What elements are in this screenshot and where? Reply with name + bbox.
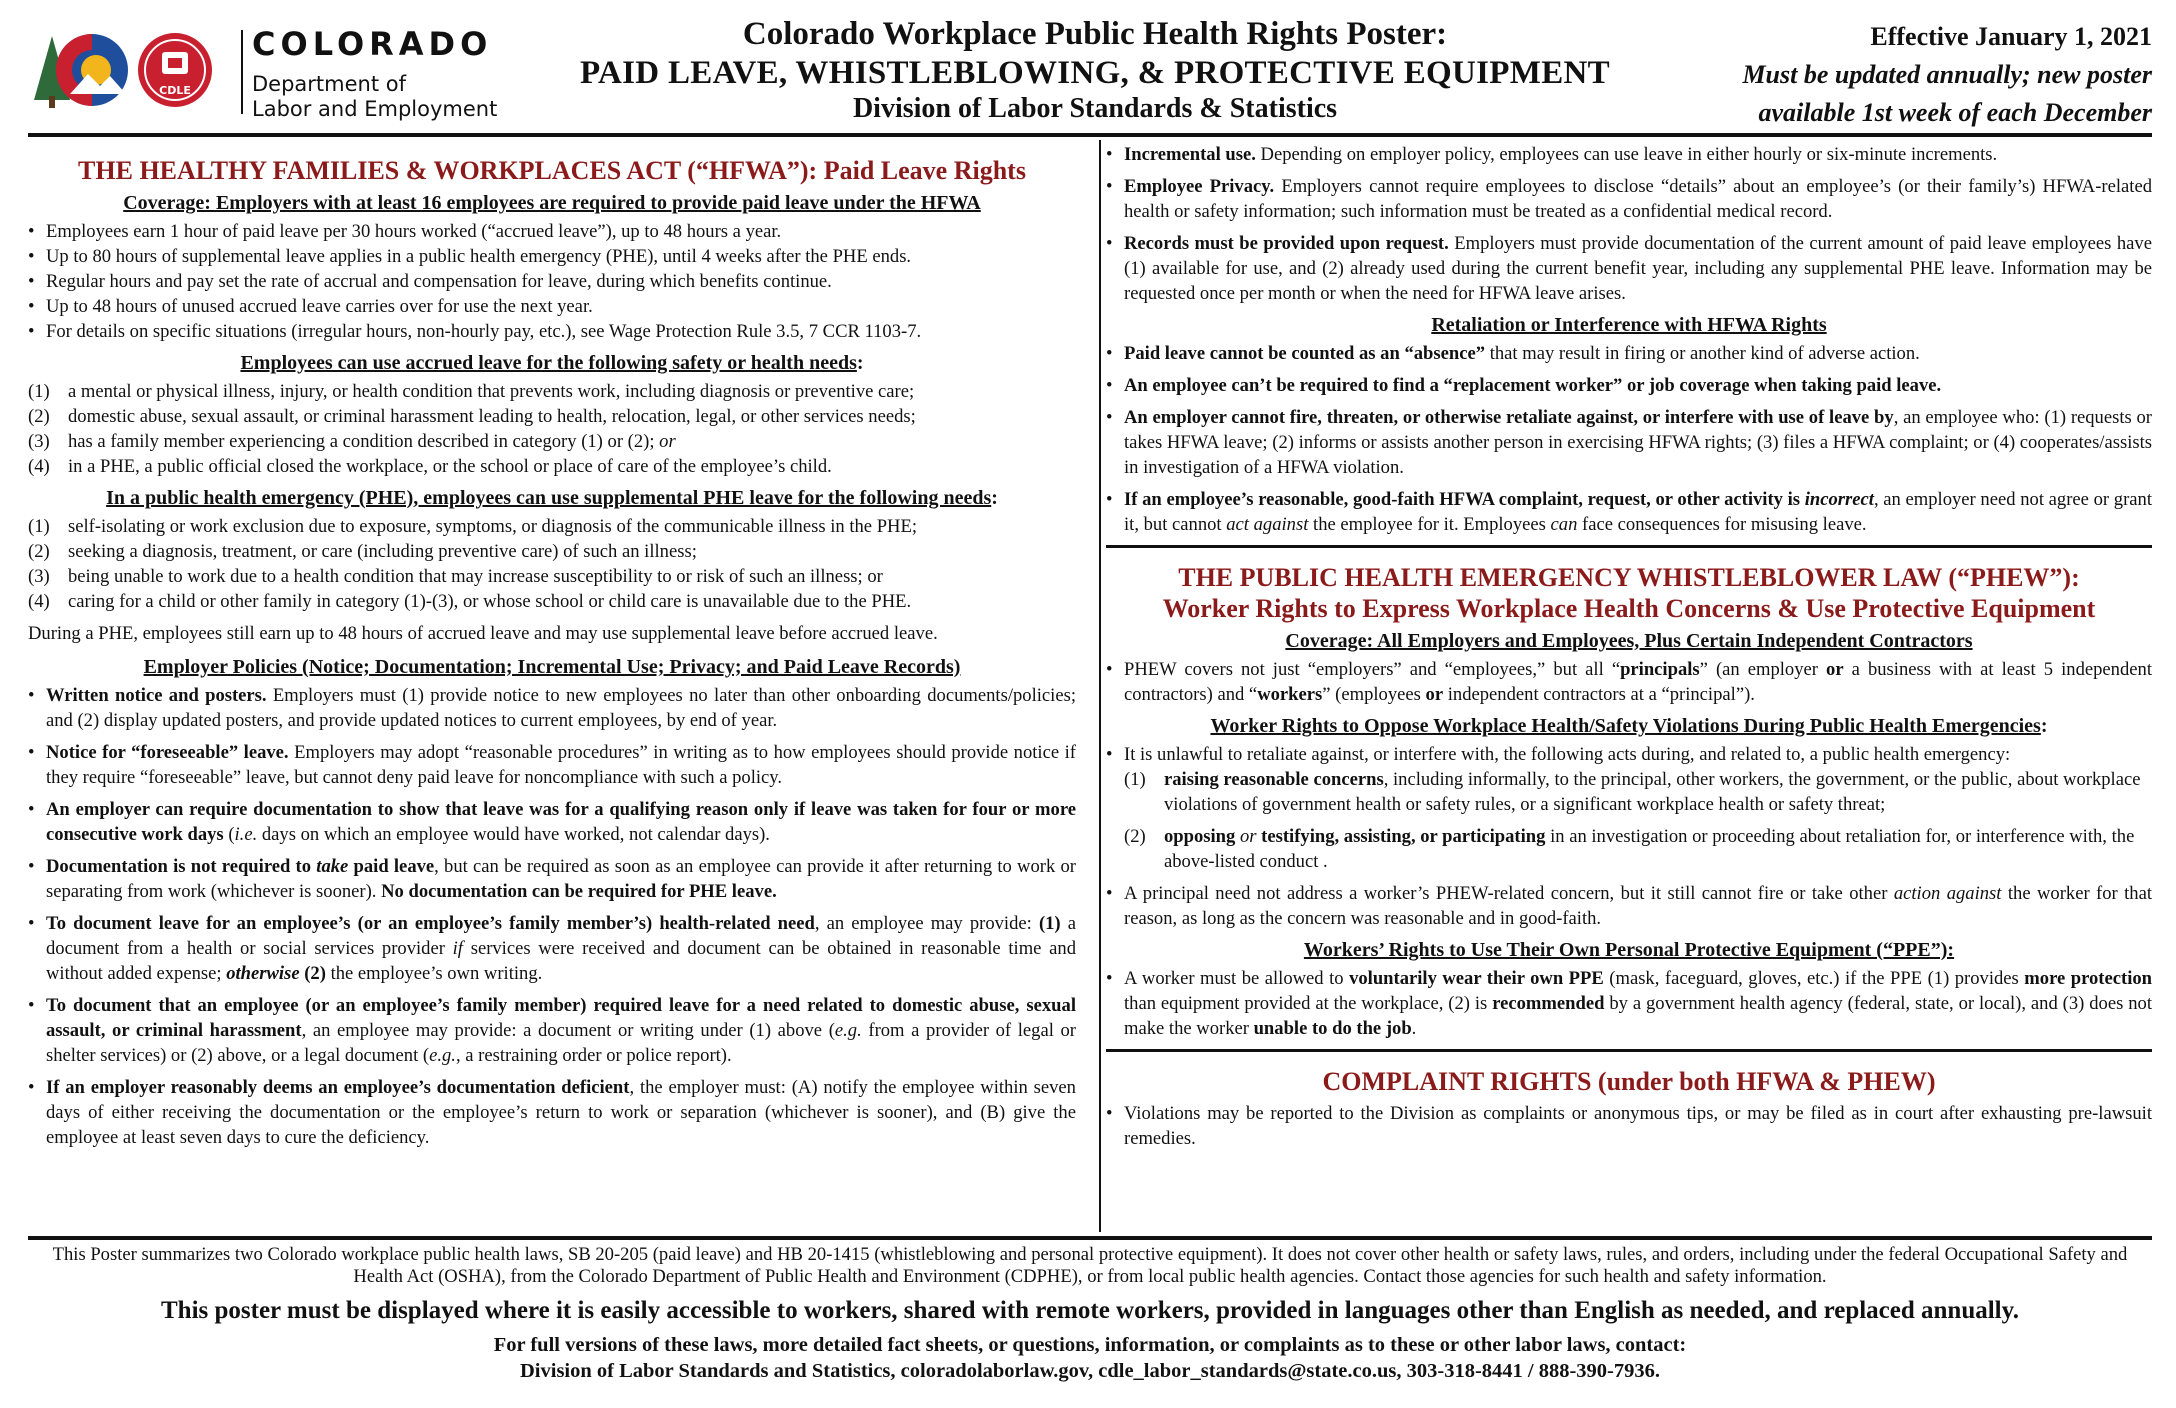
list-item <box>28 404 1076 429</box>
title-line3: Division of Labor Standards & Statistics <box>852 93 1338 124</box>
policy-text: PHEW covers not just “employers” and “employees,” but all “ <box>1124 659 1621 680</box>
coverage-bullet: • Employees earn 1 hour of paid leave per 30 hours worked (“accrued leave”), up to 48 hours a year. <box>28 219 1076 244</box>
policy-text: ” (employees <box>1322 684 1426 705</box>
policy-documentation-required <box>28 797 1076 847</box>
policy-incremental-use <box>1106 142 2152 167</box>
policy-written-notice <box>28 683 1076 733</box>
policy-text: , an employee may provide: a document or writing under (1) above ( <box>301 1020 835 1041</box>
ppe-heading: Workers’ Rights to Use Their Own Personal Protective Equipment (“PPE”): <box>1303 939 1955 961</box>
policy-text: , a restraining order or police report). <box>455 1045 732 1066</box>
item-number: (4) <box>28 456 50 477</box>
policy-italic: action against <box>1893 883 2002 904</box>
policy-text: Depending on employer policy, employees can use leave in either hourly or six-minute increments. <box>1255 144 1998 165</box>
policy-text: than equipment provided at the workplace, (2) is <box>1124 993 1493 1014</box>
needs-list <box>28 379 1076 479</box>
policy-italic: otherwise <box>226 963 300 984</box>
retaliation-absence <box>1106 341 2152 366</box>
poster-title <box>520 14 1670 126</box>
policy-italic: can <box>1550 514 1578 535</box>
complaint-title: COMPLAINT RIGHTS (under both HFWA & PHEW) <box>1322 1067 1936 1096</box>
item-text: being unable to work due to a health condition that may increase susceptibility to or risk of such an illness; or <box>68 566 883 587</box>
retaliation-replacement <box>1106 373 2152 398</box>
item-text: , including informally, to the principal, other workers, the government, or the public, about workplace violations of government health or safety rules, or a significant workplace health or safety threat; <box>1164 769 2141 815</box>
policy-label: If an employee’s reasonable, good-faith HFWA complaint, request, or other activity is <box>1124 489 1805 510</box>
coverage-bullet: • Regular hours and pay set the rate of accrual and compensation for leave, during which benefits continue. <box>28 269 1076 294</box>
hfwa-title: THE HEALTHY FAMILIES & WORKPLACES ACT (“HFWA”): Paid Leave Rights <box>78 156 1026 185</box>
colorado-logo <box>30 28 220 114</box>
oppose-intro: • It is unlawful to retaliate against, or interfere with, the following acts during, and related to, a public health emergency: <box>1106 742 2152 767</box>
list-item <box>28 514 1076 539</box>
effective-date: Effective January 1, 2021 <box>1870 22 2152 51</box>
policy-text: that may result in firing or another kind of adverse action. <box>1485 343 1920 364</box>
policy-health-documentation <box>28 911 1076 986</box>
item-text: domestic abuse, sexual assault, or criminal harassment leading to health, relocation, legal, or other services needs; <box>68 406 916 427</box>
policy-label: or <box>1425 684 1444 705</box>
policy-label: raising reasonable concerns <box>1164 769 1384 790</box>
policy-text: the employee’s own writing. <box>325 963 543 984</box>
bottom-rule <box>28 1236 2152 1240</box>
policy-text: A principal need not address a worker’s PHEW-related concern, but it still cannot fire or take other <box>1124 883 1894 904</box>
top-rule <box>28 133 2152 137</box>
right-column <box>1106 142 2152 1151</box>
item-text: a mental or physical illness, injury, or health condition that prevents work, including diagnosis or preventive care; <box>68 381 915 402</box>
policy-italic: i.e. <box>234 824 258 845</box>
policy-text: , the employer must: (A) notify the employee within seven days of either receiving the documentation or the employee’s return to work or separation (whichever is sooner), and (B) give the employee at least seven days to cure the deficiency. <box>46 1077 1076 1148</box>
item-number: (3) <box>28 566 50 587</box>
effective-block <box>1692 18 2152 132</box>
policy-label: more protection <box>2024 968 2152 989</box>
policy-label: Incremental use. <box>1124 144 1256 165</box>
brand-name: COLORADO <box>252 25 493 63</box>
phe-heading-colon: : <box>991 487 998 509</box>
policy-label: unable to do the job <box>1253 1018 1412 1039</box>
item-tail: or <box>659 431 676 452</box>
policy-text: Employers cannot require employees to disclose “details” about an employee’s (or their family’s) HFWA-related health or safety information; such information must be treated as a confidential medical record. <box>1124 176 2152 222</box>
section-rule <box>1106 545 2152 548</box>
update-note-line2: available 1st week of each December <box>1758 98 2152 127</box>
policy-label: An employer cannot fire, threaten, or otherwise retaliate against, or interfere with use of leave by <box>1124 407 1894 428</box>
item-text: in an investigation or proceeding about retaliation for, or interference with, the above-listed conduct . <box>1164 826 2135 872</box>
item-text: caring for a child or other family in category (1)-(3), or whose school or child care is unavailable due to the PHE. <box>68 591 912 612</box>
item-text: has a family member experiencing a condition described in category (1) or (2); <box>68 431 660 452</box>
policy-text: by a government health agency (federal, state, or local), and (3) does not make the worker <box>1124 993 2152 1039</box>
retaliation-firing <box>1106 405 2152 480</box>
brand-divider <box>241 30 243 114</box>
phew-coverage-heading: Coverage: All Employers and Employees, Plus Certain Independent Contractors <box>1285 630 1973 652</box>
item-text: seeking a diagnosis, treatment, or care (including preventive care) of such an illness; <box>68 541 697 562</box>
policy-label: testifying, assisting, or participating <box>1261 826 1546 847</box>
policy-domestic-abuse-documentation <box>28 993 1076 1068</box>
policy-text: , an employee who: (1) requests or takes HFWA leave; (2) informs or assists another person in exercising HFWA rights; (3) files a HFWA complaint; or (4) cooperates/assists in investigation of a HFWA violation. <box>1124 407 2152 478</box>
policy-label: voluntarily wear their own PPE <box>1349 968 1604 989</box>
item-text: in a PHE, a public official closed the workplace, or the school or place of care of the employee’s child. <box>68 456 832 477</box>
list-item <box>28 589 1076 614</box>
item-number: (1) <box>28 381 50 402</box>
policy-text: face consequences for misusing leave. <box>1577 514 1867 535</box>
update-note-line1: Must be updated annually; new poster <box>1742 60 2152 89</box>
ppe-text <box>1106 966 2152 1041</box>
policy-text: , but can be required as soon as an employee can provide it after returning to work or separating from work (whichever is sooner). <box>46 856 1076 902</box>
list-item <box>28 379 1076 404</box>
policy-employee-privacy <box>1106 174 2152 224</box>
coverage-bullet: • Up to 80 hours of supplemental leave applies in a public health emergency (PHE), until 4 weeks after the PHE ends. <box>28 244 1076 269</box>
policy-label: An employer can require documentation to show that leave was for a qualifying reason only if leave was taken for four or more consecutive work days <box>46 799 1076 845</box>
brand-dept-line1: Department of <box>252 72 406 96</box>
oppose-principal-note <box>1106 881 2152 931</box>
policy-text: services were received and document can be obtained in reasonable time and without added expense; <box>46 938 1076 984</box>
list-item <box>28 564 1076 589</box>
coverage-heading: Coverage: Employers with at least 16 employees are required to provide paid leave under the HFWA <box>123 192 981 214</box>
policy-label: recommended <box>1492 993 1605 1014</box>
policy-text: a business with at least 5 independent contractors) and “ <box>1124 659 2152 705</box>
item-number: (4) <box>28 591 50 612</box>
policy-text: from a provider of legal or shelter services) or (2) above, or a legal document ( <box>46 1020 1076 1066</box>
policy-records <box>1106 231 2152 306</box>
policy-text: ( <box>223 824 235 845</box>
item-number: (2) <box>28 541 50 562</box>
policies-heading: Employer Policies (Notice; Documentation; Incremental Use; Privacy; and Paid Leave Records) <box>143 656 961 678</box>
policy-label: If an employer reasonably deems an employee’s documentation deficient <box>46 1077 630 1098</box>
oppose-heading-text: Worker Rights to Oppose Workplace Health/Safety Violations During Public Health Emergencies <box>1210 715 2041 737</box>
policy-label: To document that an employee (or an employee’s family member) required leave for a need related to domestic abuse, sexual assault, or criminal harassment <box>46 995 1076 1041</box>
coverage-list <box>28 219 1076 344</box>
policy-text: A worker must be allowed to <box>1124 968 1350 989</box>
policy-text: , an employee may provide: <box>814 913 1039 934</box>
policy-foreseeable <box>28 740 1076 790</box>
list-item <box>28 429 1076 454</box>
policy-text: the employee for it. Employees <box>1308 514 1551 535</box>
policy-text: the worker for that reason, as long as the concern was reasonable and in good-faith. <box>1124 883 2152 929</box>
policy-label: principals <box>1620 659 1700 680</box>
policy-text: (mask, faceguard, gloves, etc.) if the PPE (1) provides <box>1603 968 2025 989</box>
policy-text: Employers may adopt “reasonable procedures” in writing as to how employees should provide notice if they require “foreseeable” leave, but cannot deny paid leave for noncompliance with such a policy. <box>46 742 1077 788</box>
policy-label: Paid leave cannot be counted as an “absence” <box>1124 343 1486 364</box>
policy-label: To document leave for an employee’s (or an employee’s family member’s) health-related need <box>46 913 815 934</box>
item-number: (1) <box>28 516 50 537</box>
footer-display-notice: This poster must be displayed where it is easily accessible to workers, shared with remote workers, provided in languages other than English as needed, and replaced annually. <box>160 1297 2019 1324</box>
policy-label: or <box>1826 659 1844 680</box>
item-number: (2) <box>28 406 50 427</box>
policy-italic: act against <box>1226 514 1309 535</box>
brand-block <box>252 26 497 122</box>
policy-text: a document from a health or social services provider <box>46 913 1077 959</box>
item-number: (3) <box>28 431 50 452</box>
policy-label: Written notice and posters. <box>46 685 267 706</box>
list-item <box>28 454 1076 479</box>
oppose-heading-colon: : <box>2040 715 2048 737</box>
list-item <box>1124 767 2152 817</box>
oppose-heading <box>1106 713 2152 739</box>
item-number: (2) <box>1124 826 1146 847</box>
policy-italic: or <box>1235 826 1262 847</box>
left-column <box>28 155 1076 1150</box>
list-item <box>28 539 1076 564</box>
policy-italic: e.g. <box>429 1045 456 1066</box>
policy-label: Records must be provided upon request. <box>1124 233 1449 254</box>
coverage-bullet: • For details on specific situations (irregular hours, non-hourly pay, etc.), see Wage Protection Rule 3.5, 7 CCR 1103-7. <box>28 319 1076 344</box>
item-number: (1) <box>1124 769 1146 790</box>
policy-label: paid leave <box>348 856 435 877</box>
policy-label: opposing <box>1164 826 1236 847</box>
policy-italic: e.g. <box>834 1020 862 1041</box>
policy-label: No documentation can be required for PHE leave. <box>381 881 777 902</box>
cdle-badge-text: CDLE <box>159 84 191 97</box>
needs-heading-colon: : <box>856 352 864 374</box>
phew-coverage-text <box>1106 657 2152 707</box>
policy-label: Notice for “foreseeable” leave. <box>46 742 289 763</box>
phe-note: During a PHE, employees still earn up to 48 hours of accrued leave and may use supplemental leave before accrued leave. <box>28 623 938 644</box>
policy-text: Employers must (1) provide notice to new employees no later than other onboarding documents/policies; and (2) display updated posters, and provide updated notices to current employees, by end of year. <box>46 685 1076 731</box>
phe-list <box>28 514 1076 614</box>
needs-heading <box>28 350 1076 376</box>
footer-summary: This Poster summarizes two Colorado workplace public health laws, SB 20-205 (paid leave) and HB 20-1415 (whistleblowing and personal protective equipment). It does not cover other health or safety laws, rules, and orders, including under the federal Occupational Safety and Health Act (OSHA), from the Colorado Department of Public Health and Environment (CDPHE), or from local public health agencies. Contact those agencies for such health and safety information. <box>52 1244 2128 1287</box>
policy-italic: incorrect <box>1804 489 1874 510</box>
policy-italic: if <box>452 938 463 959</box>
policy-text: , an employer need not agree or grant it, but cannot <box>1124 489 2153 535</box>
column-divider <box>1099 140 1101 1232</box>
policy-label: Documentation is not required to <box>46 856 317 877</box>
retaliation-good-faith <box>1106 487 2152 537</box>
policy-text: ” (an employer <box>1699 659 1827 680</box>
policy-documentation-not-required <box>28 854 1076 904</box>
policy-label: workers <box>1257 684 1323 705</box>
policy-text: independent contractors at a “principal”). <box>1443 684 1755 705</box>
policy-text: days on which an employee would have worked, not calendar days). <box>257 824 770 845</box>
complaint-text: • Violations may be reported to the Division as complaints or anonymous tips, or may be filed as in court after exhausting pre-lawsuit remedies. <box>1106 1101 2152 1151</box>
policy-label: (2) <box>299 963 326 984</box>
phe-heading-text: In a public health emergency (PHE), employees can use supplemental PHE leave for the following needs <box>106 487 992 509</box>
policy-text: . <box>1411 1018 1417 1039</box>
policy-label: (1) <box>1038 913 1061 934</box>
item-text: self-isolating or work exclusion due to exposure, symptoms, or diagnosis of the communicable illness in the PHE; <box>68 516 917 537</box>
retaliation-heading: Retaliation or Interference with HFWA Rights <box>1431 314 1827 336</box>
needs-heading-text: Employees can use accrued leave for the following safety or health needs <box>240 352 857 374</box>
phe-heading <box>28 485 1076 511</box>
title-line2: PAID LEAVE, WHISTLEBLOWING, & PROTECTIVE EQUIPMENT <box>580 55 1610 91</box>
phew-title-line1: THE PUBLIC HEALTH EMERGENCY WHISTLEBLOWER LAW (“PHEW”): <box>1178 563 2080 592</box>
footer-contact-line2: Division of Labor Standards and Statistics, coloradolaborlaw.gov, cdle_labor_standards@state.co.us, 303-318-8441 / 888-390-7936. <box>520 1360 1660 1382</box>
policy-italic: take <box>316 856 349 877</box>
brand-dept-line2: Labor and Employment <box>252 97 498 121</box>
policy-label: An employee can’t be required to find a “replacement worker” or job coverage when taking paid leave. <box>1124 375 1942 396</box>
phew-title-line2: Worker Rights to Express Workplace Health Concerns & Use Protective Equipment <box>1162 594 2096 623</box>
policy-label: Employee Privacy. <box>1124 176 1275 197</box>
policy-deficient-documentation <box>28 1075 1076 1150</box>
coverage-bullet: • Up to 48 hours of unused accrued leave carries over for use the next year. <box>28 294 1076 319</box>
footer-contact-line1: For full versions of these laws, more detailed fact sheets, or questions, information, or complaints as to these or other labor laws, contact: <box>493 1334 1687 1356</box>
list-item <box>1124 824 2152 874</box>
title-line1: Colorado Workplace Public Health Rights Poster: <box>742 16 1448 52</box>
section-rule <box>1106 1049 2152 1052</box>
policy-text: Employers must provide documentation of the current amount of paid leave employees have (1) available for use, and (2) already used during the current benefit year, including any supplemental PHE leave. Information may be requested once per month or when the need for HFWA leave arises. <box>1124 233 2152 304</box>
footer <box>28 1244 2152 1384</box>
